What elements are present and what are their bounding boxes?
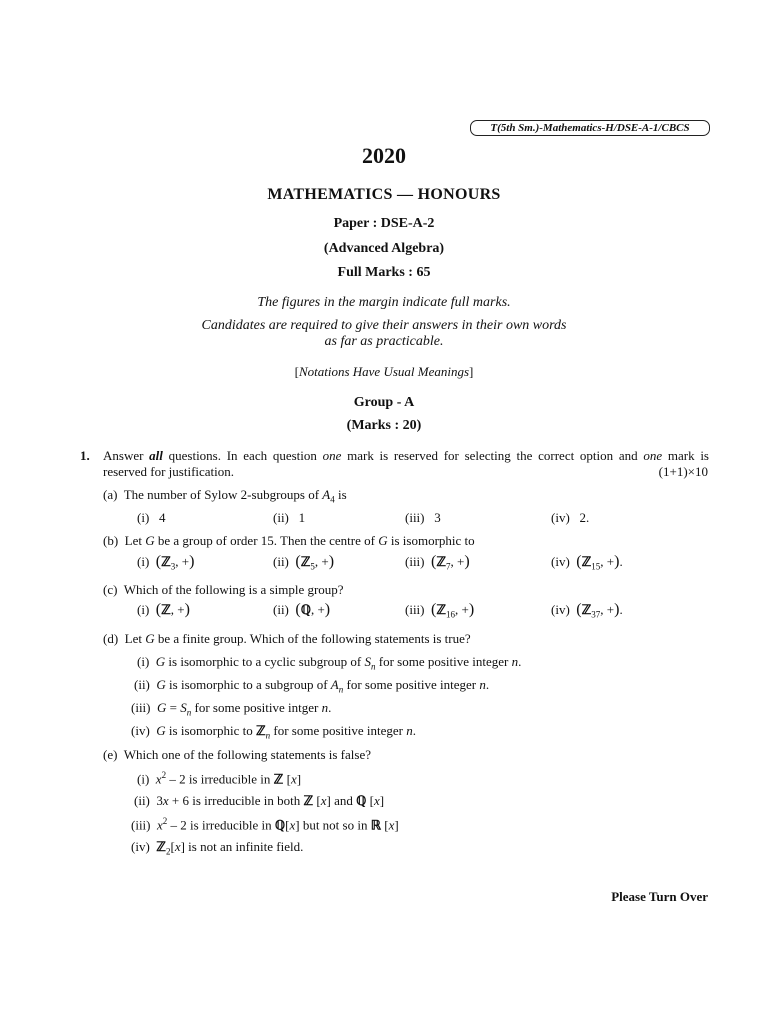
option-label: (iii) [405, 510, 425, 525]
math-set: ℤ [161, 602, 171, 617]
math-sub: 7 [446, 561, 451, 572]
math-var: S [180, 700, 187, 715]
option-label: (i) [137, 771, 150, 787]
option-label: (i) [137, 554, 150, 569]
option-text: [ [285, 817, 290, 833]
option-text: 3 [434, 510, 441, 525]
math-op: , + [310, 602, 325, 617]
option-text: + 6 is irreducible in both [168, 793, 304, 808]
option-label: (iii) [405, 554, 425, 569]
question-number: 1. [80, 448, 90, 463]
option-text: for some positive intger [191, 700, 322, 715]
math-var: A [330, 677, 339, 692]
math-set: ℤ [255, 723, 266, 738]
stem-text: is [334, 487, 347, 502]
option-e-iii[interactable] [131, 816, 399, 833]
instruction-margin: The figures in the margin indicate full marks. [257, 295, 511, 310]
option-label: (iv) [551, 602, 570, 617]
q-text-part: mark is reserved for justification. [103, 448, 709, 479]
math-sub: n [265, 730, 271, 741]
math-op: , + [600, 602, 615, 617]
option-text: – 2 is irreducible in [166, 771, 274, 787]
math-set: ℝ [370, 817, 382, 833]
q-text-part: questions. In each question [162, 448, 323, 463]
math-set: ℤ [156, 839, 166, 854]
math-var: x [162, 793, 169, 808]
option-text: ] is not an infinite field. [180, 839, 304, 854]
math-var: x [174, 839, 181, 854]
option-a-iii[interactable] [405, 510, 441, 526]
stem-text: The number of Sylow 2-subgroups of [123, 487, 323, 502]
math-sub: n [186, 707, 192, 718]
math-sub: 37 [591, 609, 601, 620]
exam-year: 2020 [362, 143, 406, 168]
option-c-i[interactable]: (i) (ℤ, +) [137, 601, 190, 618]
math-var: G [145, 631, 155, 646]
math-op: , + [455, 602, 469, 617]
sub-label: (b) [103, 533, 119, 548]
math-var: A [322, 487, 331, 502]
option-label: (iii) [131, 700, 151, 715]
option-label: (i) [137, 602, 150, 617]
math-var: x [290, 771, 297, 787]
q-text-emph: all [149, 448, 163, 463]
math-sub: 2 [165, 846, 171, 857]
math-var: n [479, 677, 486, 692]
math-set: ℤ [273, 771, 284, 787]
option-text: [ [366, 793, 374, 808]
math-set: ℤ [436, 554, 447, 569]
option-text: ] [394, 817, 399, 833]
question-a [103, 487, 347, 505]
please-turn-over: Please Turn Over [611, 889, 708, 904]
option-trail: . [619, 554, 623, 569]
group-title: Group - A [353, 395, 415, 410]
option-text: for some positive integer [270, 723, 407, 738]
option-text: – 2 is irreducible in [167, 817, 275, 833]
math-set: ℤ [303, 793, 314, 808]
option-text: ] but not so in [295, 817, 371, 833]
option-text: 3 [156, 793, 163, 808]
question-b [103, 533, 475, 549]
subject-title: MATHEMATICS — HONOURS [267, 186, 501, 203]
option-label: (iv) [551, 554, 570, 569]
option-text: ] and [326, 793, 357, 808]
option-d-i[interactable] [137, 654, 521, 672]
option-text: 4 [159, 510, 166, 525]
math-sup: 2 [161, 770, 167, 780]
math-op: , + [175, 554, 190, 569]
option-text: [ [283, 771, 291, 787]
option-trail: . [485, 677, 490, 692]
option-text: ] [379, 793, 385, 808]
option-trail: . [619, 602, 623, 617]
paper-topic: (Advanced Algebra) [323, 241, 445, 256]
option-e-ii[interactable] [134, 793, 384, 809]
stem-text: Which of the following is a simple group? [123, 582, 344, 597]
math-var: G [145, 533, 155, 548]
option-label: (iv) [551, 510, 570, 525]
option-c-iv[interactable]: (iv) (ℤ$_{37}$, +). [551, 601, 623, 620]
option-label: (ii) [134, 793, 150, 808]
option-b-i[interactable]: (i) (ℤ$_3$, +) [137, 553, 195, 572]
option-a-iv[interactable] [551, 510, 589, 526]
option-c-ii[interactable]: (ii) (ℚ, +) [273, 601, 331, 618]
math-set: ℤ [581, 554, 592, 569]
option-text: ] [296, 771, 302, 787]
math-sub: n [338, 684, 344, 695]
math-sub: 3 [170, 561, 176, 572]
question-c [103, 582, 344, 598]
option-text: for some positive integer [375, 654, 512, 669]
stem-text: be a finite group. Which of the following statements is true? [154, 631, 471, 646]
math-set: ℚ [300, 602, 311, 617]
question-d [103, 631, 471, 647]
option-c-iii[interactable]: (iii) (ℤ$_{16}$, +) [405, 601, 475, 620]
option-text: is isomorphic to [165, 723, 256, 738]
q-text-emph: one [322, 448, 342, 463]
option-label: (ii) [273, 510, 289, 525]
sub-label: (d) [103, 631, 119, 646]
q-text-emph: one [643, 448, 663, 463]
option-label: (iv) [131, 723, 150, 738]
option-text: is isomorphic to a subgroup of [165, 677, 331, 692]
option-label: (i) [137, 510, 150, 525]
option-text: 1 [298, 510, 306, 525]
math-var: G [157, 700, 167, 715]
option-text: [ [381, 817, 389, 833]
math-sub: 15 [591, 561, 601, 572]
option-d-iii[interactable] [131, 700, 331, 718]
option-text: 2. [579, 510, 590, 525]
option-label: (iii) [405, 602, 425, 617]
option-trail: . [518, 654, 522, 669]
option-label: (i) [137, 654, 150, 669]
math-set: ℚ [356, 793, 367, 808]
math-sub: 5 [310, 561, 315, 572]
math-set: ℤ [581, 602, 592, 617]
marks-allocation: (1+1)×10 [658, 464, 708, 479]
math-var: x [388, 817, 395, 833]
option-d-iv[interactable] [131, 723, 416, 741]
option-label: (ii) [273, 602, 289, 617]
paper-code-badge: T(5th Sm.)-Mathematics-H/DSE-A-1/CBCS [470, 120, 710, 136]
sub-label: (a) [103, 487, 118, 502]
instruction-words: Candidates are required to give their answers in their own words [201, 318, 567, 333]
math-set: ℤ [161, 554, 171, 569]
option-text: [ [313, 793, 321, 808]
option-label: (iv) [131, 839, 150, 854]
option-text: [ [170, 839, 175, 854]
math-var: n [406, 723, 413, 738]
math-set: ℤ [436, 602, 447, 617]
math-sub: 4 [330, 494, 335, 505]
math-var: S [364, 654, 371, 669]
option-e-i[interactable] [137, 770, 301, 787]
math-var: n [321, 700, 329, 715]
math-op: , + [450, 554, 465, 569]
option-label: (ii) [134, 677, 150, 692]
question-e [103, 747, 371, 763]
math-op: , + [314, 554, 329, 569]
math-var: x [373, 793, 380, 808]
option-d-ii[interactable] [134, 677, 489, 695]
math-op: , + [600, 554, 615, 569]
option-b-ii[interactable]: (ii) (ℤ$_5$, +) [273, 553, 335, 572]
option-trail: . [412, 723, 416, 738]
group-marks: (Marks : 20) [346, 418, 422, 433]
math-var: G [378, 533, 388, 548]
q-text-part: mark is reserved for selecting the correct option and [341, 448, 644, 463]
q-text-part: Answer [103, 448, 150, 463]
stem-text: be a group of order 15. Then the centre of [154, 533, 379, 548]
notations-note: [Notations Have Usual Meanings] [294, 364, 474, 379]
math-sub: 16 [446, 609, 456, 620]
full-marks: Full Marks : 65 [337, 265, 431, 280]
sub-label: (e) [103, 747, 118, 762]
math-var: G [155, 654, 166, 669]
option-a-ii[interactable] [273, 510, 305, 526]
math-var: x [155, 771, 162, 787]
math-var: x [289, 817, 296, 833]
math-var: G [156, 677, 166, 692]
math-op: , + [170, 602, 185, 617]
option-e-iv[interactable] [131, 839, 303, 857]
stem-text: Let [124, 631, 146, 646]
math-sub: n [370, 661, 376, 672]
math-var: n [511, 654, 519, 669]
notations-text: Notations Have Usual Meanings [298, 364, 470, 379]
math-set: ℤ [300, 554, 311, 569]
math-var: x [320, 793, 327, 808]
option-b-iv[interactable]: (iv) (ℤ$_{15}$, +). [551, 553, 623, 572]
option-text: for some positive integer [343, 677, 480, 692]
stem-text: Which one of the following statements is false? [123, 747, 371, 762]
option-label: (iii) [131, 817, 151, 833]
math-var: G [156, 723, 166, 738]
option-text: is isomorphic to a cyclic subgroup of [165, 654, 365, 669]
option-trail: . [328, 700, 332, 715]
math-set: ℚ [274, 817, 286, 833]
math-sup: 2 [162, 816, 168, 826]
instruction-practicable: as far as practicable. [324, 334, 444, 349]
option-text: = [166, 700, 181, 715]
paper-code: Paper : DSE-A-2 [333, 216, 435, 231]
option-label: (ii) [273, 554, 289, 569]
math-var: x [157, 817, 163, 833]
option-b-iii[interactable]: (iii) (ℤ$_7$, +) [405, 553, 470, 572]
stem-text: Let [124, 533, 146, 548]
sub-label: (c) [103, 582, 118, 597]
stem-text: is isomorphic to [387, 533, 475, 548]
option-a-i[interactable] [137, 510, 166, 526]
